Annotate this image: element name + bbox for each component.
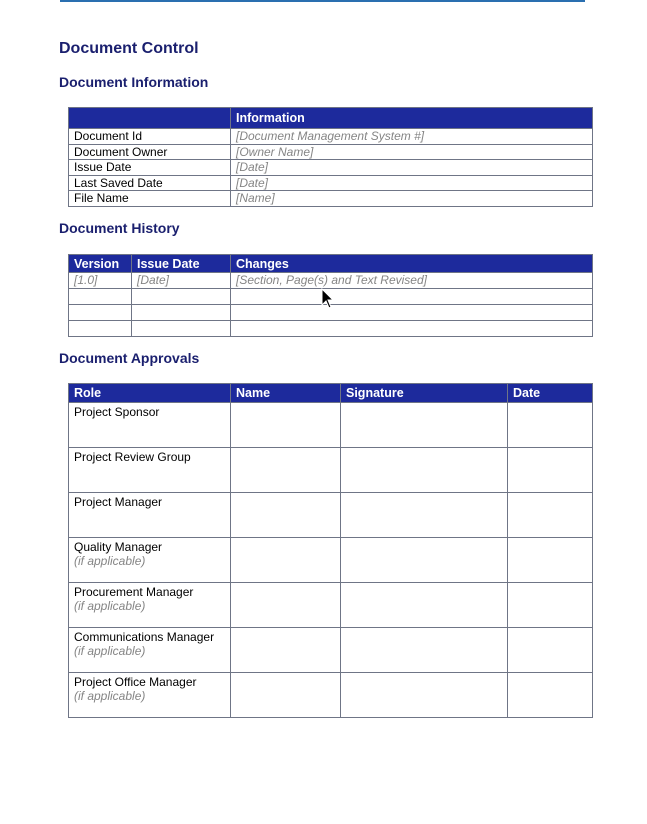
info-value[interactable]: [Document Management System #]: [231, 129, 593, 145]
info-label: File Name: [69, 191, 231, 207]
approval-name-cell[interactable]: [231, 628, 341, 673]
empty-cell[interactable]: [69, 321, 132, 337]
info-label: Issue Date: [69, 160, 231, 176]
info-value[interactable]: [Date]: [231, 160, 593, 176]
approval-date-cell[interactable]: [508, 673, 593, 718]
role-label: Procurement Manager: [74, 585, 194, 599]
table-header-row: [69, 255, 593, 273]
approval-role: [69, 628, 231, 673]
empty-cell[interactable]: [231, 289, 593, 305]
approval-date-cell[interactable]: [508, 538, 593, 583]
approval-date-cell[interactable]: [508, 493, 593, 538]
column-header-issue-date: Issue Date: [132, 255, 231, 273]
table-row: [69, 129, 593, 145]
approval-role: [69, 673, 231, 718]
table-row: [69, 160, 593, 176]
info-value[interactable]: [Owner Name]: [231, 144, 593, 160]
column-header-changes: Changes: [231, 255, 593, 273]
table-row: [69, 628, 593, 673]
empty-cell[interactable]: [69, 289, 132, 305]
approval-name-cell[interactable]: [231, 493, 341, 538]
approval-signature-cell[interactable]: [341, 403, 508, 448]
table-row: [69, 673, 593, 718]
role-label: Communications Manager: [74, 630, 215, 644]
approval-signature-cell[interactable]: [341, 538, 508, 583]
info-value[interactable]: [Date]: [231, 175, 593, 191]
history-version[interactable]: [1.0]: [69, 273, 132, 289]
role-label: Project Sponsor: [74, 405, 160, 419]
top-rule: [60, 0, 585, 2]
role-note: (if applicable): [74, 599, 146, 613]
column-header-version: Version: [69, 255, 132, 273]
table-row: [69, 175, 593, 191]
history-changes[interactable]: [Section, Page(s) and Text Revised]: [231, 273, 593, 289]
column-header-empty: [69, 108, 231, 129]
table-row: [69, 144, 593, 160]
role-label: Project Review Group: [74, 450, 191, 464]
approval-role: [69, 493, 231, 538]
approval-date-cell[interactable]: [508, 403, 593, 448]
approval-role: [69, 403, 231, 448]
table-row: [69, 493, 593, 538]
empty-cell[interactable]: [231, 305, 593, 321]
role-label: Project Office Manager: [74, 675, 197, 689]
section-heading-information: Document Information: [59, 74, 209, 90]
role-note: (if applicable): [74, 644, 146, 658]
approval-date-cell[interactable]: [508, 628, 593, 673]
role-label: Project Manager: [74, 495, 163, 509]
table-row: [69, 191, 593, 207]
table-header-row: [69, 384, 593, 403]
column-header-signature: Signature: [341, 384, 508, 403]
empty-cell[interactable]: [69, 305, 132, 321]
column-header-date: Date: [508, 384, 593, 403]
table-header-row: [69, 108, 593, 129]
table-row: [69, 403, 593, 448]
empty-cell[interactable]: [132, 305, 231, 321]
info-value[interactable]: [Name]: [231, 191, 593, 207]
approval-role: [69, 448, 231, 493]
document-information-table: [68, 107, 593, 207]
approval-name-cell[interactable]: [231, 448, 341, 493]
info-label: Document Id: [69, 129, 231, 145]
empty-cell[interactable]: [132, 289, 231, 305]
approval-role: [69, 583, 231, 628]
table-row: [69, 538, 593, 583]
mouse-pointer-icon: [321, 288, 335, 310]
approval-date-cell[interactable]: [508, 448, 593, 493]
column-header-name: Name: [231, 384, 341, 403]
approval-signature-cell[interactable]: [341, 583, 508, 628]
approval-signature-cell[interactable]: [341, 673, 508, 718]
approval-name-cell[interactable]: [231, 673, 341, 718]
page-title: Document Control: [59, 40, 199, 57]
approval-role: [69, 538, 231, 583]
empty-cell[interactable]: [231, 321, 593, 337]
approval-name-cell[interactable]: [231, 538, 341, 583]
approval-signature-cell[interactable]: [341, 493, 508, 538]
approval-date-cell[interactable]: [508, 583, 593, 628]
approval-signature-cell[interactable]: [341, 628, 508, 673]
table-row: [69, 448, 593, 493]
column-header-role: Role: [69, 384, 231, 403]
approval-name-cell[interactable]: [231, 403, 341, 448]
approval-name-cell[interactable]: [231, 583, 341, 628]
history-date[interactable]: [Date]: [132, 273, 231, 289]
role-label: Quality Manager: [74, 540, 163, 554]
table-row: [69, 321, 593, 337]
empty-cell[interactable]: [132, 321, 231, 337]
approval-signature-cell[interactable]: [341, 448, 508, 493]
info-label: Last Saved Date: [69, 175, 231, 191]
table-row: [69, 583, 593, 628]
info-label: Document Owner: [69, 144, 231, 160]
role-note: (if applicable): [74, 689, 146, 703]
role-note: (if applicable): [74, 554, 146, 568]
section-heading-approvals: Document Approvals: [59, 350, 200, 366]
table-row: [69, 273, 593, 289]
section-heading-history: Document History: [59, 220, 180, 236]
document-approvals-table: [68, 383, 593, 718]
column-header-information: Information: [231, 108, 593, 129]
